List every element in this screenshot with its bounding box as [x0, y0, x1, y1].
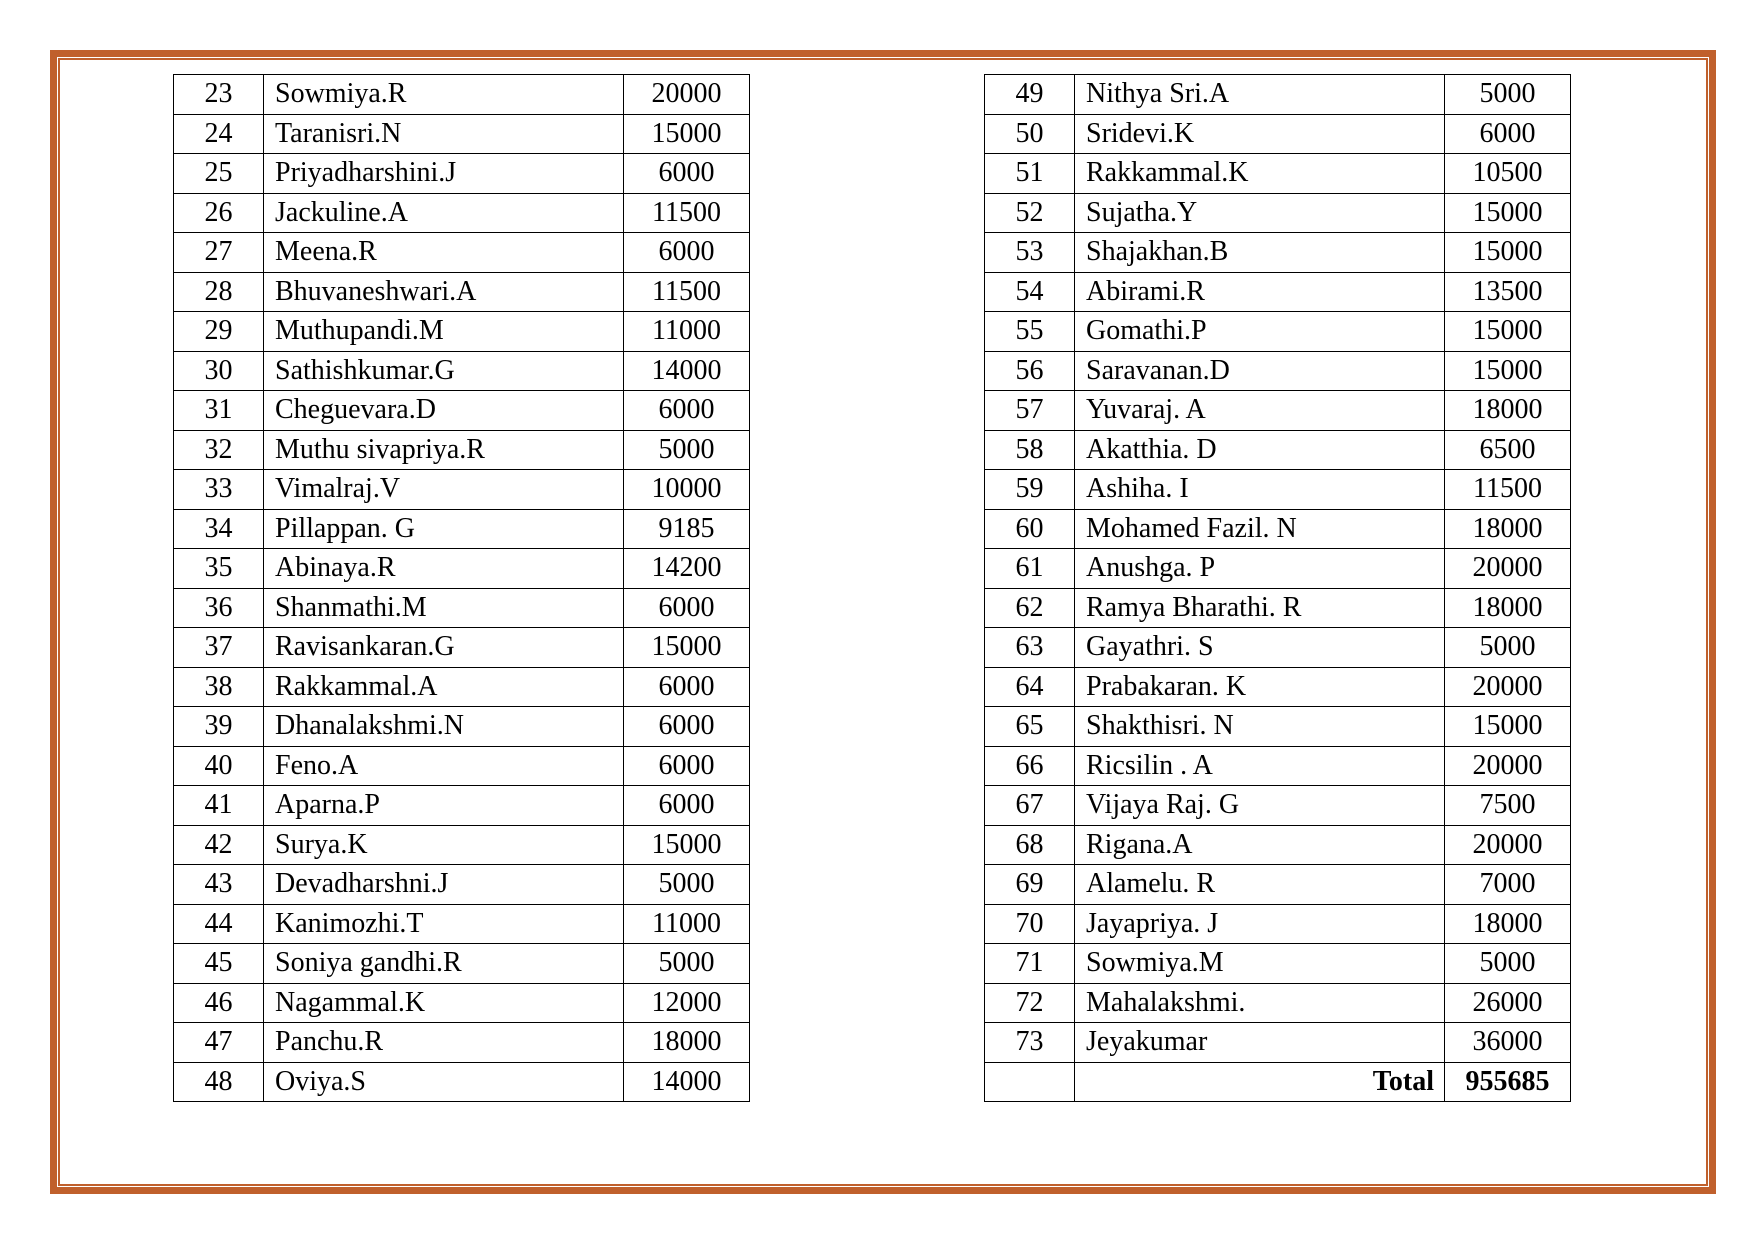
serial-number-cell: 60 [985, 509, 1075, 549]
table-row [174, 193, 750, 233]
amount-cell: 15000 [1445, 193, 1571, 233]
serial-number-cell: 70 [985, 904, 1075, 944]
name-cell: Aparna.P [264, 786, 624, 826]
amount-cell: 15000 [624, 114, 750, 154]
amount-cell: 6000 [624, 588, 750, 628]
serial-number-cell: 56 [985, 351, 1075, 391]
serial-number-cell: 44 [174, 904, 264, 944]
table-row [985, 667, 1571, 707]
serial-number-cell: 63 [985, 628, 1075, 668]
name-cell: Cheguevara.D [264, 391, 624, 431]
name-cell: Rakkammal.A [264, 667, 624, 707]
amount-cell: 18000 [1445, 509, 1571, 549]
table-row [174, 1062, 750, 1102]
name-cell: Shakthisri. N [1075, 707, 1445, 747]
right-ledger-table [984, 74, 1571, 1102]
table-row [985, 628, 1571, 668]
serial-number-cell: 62 [985, 588, 1075, 628]
serial-number-cell: 25 [174, 154, 264, 194]
name-cell: Gayathri. S [1075, 628, 1445, 668]
amount-cell: 6000 [624, 786, 750, 826]
name-cell: Ricsilin . A [1075, 746, 1445, 786]
right-ledger-body [985, 75, 1571, 1102]
table-row [174, 588, 750, 628]
amount-cell: 5000 [624, 865, 750, 905]
amount-cell: 6000 [624, 154, 750, 194]
serial-number-cell: 29 [174, 312, 264, 352]
table-row [174, 786, 750, 826]
serial-number-cell: 66 [985, 746, 1075, 786]
amount-cell: 9185 [624, 509, 750, 549]
table-row [985, 351, 1571, 391]
serial-number-cell: 57 [985, 391, 1075, 431]
serial-number-cell: 55 [985, 312, 1075, 352]
table-row [174, 233, 750, 273]
name-cell: Nithya Sri.A [1075, 75, 1445, 115]
name-cell: Jayapriya. J [1075, 904, 1445, 944]
amount-cell: 18000 [1445, 391, 1571, 431]
serial-number-cell: 54 [985, 272, 1075, 312]
amount-cell: 18000 [1445, 588, 1571, 628]
name-cell: Kanimozhi.T [264, 904, 624, 944]
table-row [985, 904, 1571, 944]
table-row [174, 628, 750, 668]
amount-cell: 11500 [624, 193, 750, 233]
serial-number-cell: 45 [174, 944, 264, 984]
table-row [174, 983, 750, 1023]
name-cell: Sowmiya.M [1075, 944, 1445, 984]
name-cell: Nagammal.K [264, 983, 624, 1023]
serial-number-cell: 36 [174, 588, 264, 628]
name-cell: Ramya Bharathi. R [1075, 588, 1445, 628]
table-row [174, 430, 750, 470]
name-cell: Shajakhan.B [1075, 233, 1445, 273]
name-cell: Taranisri.N [264, 114, 624, 154]
name-cell: Alamelu. R [1075, 865, 1445, 905]
table-row [174, 351, 750, 391]
serial-number-cell: 37 [174, 628, 264, 668]
table-row [174, 667, 750, 707]
amount-cell: 10000 [624, 470, 750, 510]
serial-number-cell: 32 [174, 430, 264, 470]
serial-number-cell: 47 [174, 1023, 264, 1063]
amount-cell: 11000 [624, 312, 750, 352]
amount-cell: 6000 [624, 233, 750, 273]
table-row [985, 746, 1571, 786]
amount-cell: 11000 [624, 904, 750, 944]
name-cell: Meena.R [264, 233, 624, 273]
name-cell: Ashiha. I [1075, 470, 1445, 510]
name-cell: Sathishkumar.G [264, 351, 624, 391]
serial-number-cell: 59 [985, 470, 1075, 510]
serial-number-cell: 58 [985, 430, 1075, 470]
name-cell: Panchu.R [264, 1023, 624, 1063]
name-cell: Jeyakumar [1075, 1023, 1445, 1063]
amount-cell: 36000 [1445, 1023, 1571, 1063]
name-cell: Vijaya Raj. G [1075, 786, 1445, 826]
amount-cell: 7000 [1445, 865, 1571, 905]
serial-number-cell: 61 [985, 549, 1075, 589]
name-cell: Gomathi.P [1075, 312, 1445, 352]
table-row [174, 904, 750, 944]
amount-cell: 12000 [624, 983, 750, 1023]
amount-cell: 11500 [624, 272, 750, 312]
name-cell: Muthu sivapriya.R [264, 430, 624, 470]
serial-number-cell: 38 [174, 667, 264, 707]
amount-cell: 20000 [1445, 549, 1571, 589]
table-row [985, 825, 1571, 865]
serial-number-cell: 65 [985, 707, 1075, 747]
amount-cell: 20000 [1445, 746, 1571, 786]
table-row [174, 470, 750, 510]
amount-cell: 6000 [624, 391, 750, 431]
serial-number-cell: 41 [174, 786, 264, 826]
name-cell: Vimalraj.V [264, 470, 624, 510]
table-row [985, 944, 1571, 984]
table-row [174, 549, 750, 589]
table-row [174, 509, 750, 549]
serial-number-cell: 39 [174, 707, 264, 747]
serial-number-cell: 30 [174, 351, 264, 391]
table-row [174, 272, 750, 312]
serial-number-cell: 51 [985, 154, 1075, 194]
table-row [174, 154, 750, 194]
table-row [174, 944, 750, 984]
name-cell: Devadharshni.J [264, 865, 624, 905]
name-cell: Muthupandi.M [264, 312, 624, 352]
amount-cell: 15000 [1445, 351, 1571, 391]
name-cell: Oviya.S [264, 1062, 624, 1102]
table-row [174, 391, 750, 431]
table-row [174, 865, 750, 905]
total-label: Total [1075, 1062, 1445, 1102]
amount-cell: 15000 [1445, 312, 1571, 352]
table-row [174, 312, 750, 352]
serial-number-cell: 72 [985, 983, 1075, 1023]
table-row [174, 1023, 750, 1063]
table-row [174, 707, 750, 747]
serial-number-cell: 34 [174, 509, 264, 549]
amount-cell: 5000 [1445, 944, 1571, 984]
table-row [985, 983, 1571, 1023]
name-cell: Mohamed Fazil. N [1075, 509, 1445, 549]
amount-cell: 5000 [624, 944, 750, 984]
serial-number-cell: 28 [174, 272, 264, 312]
name-cell: Sowmiya.R [264, 75, 624, 115]
serial-number-cell: 35 [174, 549, 264, 589]
name-cell: Rakkammal.K [1075, 154, 1445, 194]
table-row [985, 588, 1571, 628]
amount-cell: 18000 [1445, 904, 1571, 944]
name-cell: Abirami.R [1075, 272, 1445, 312]
table-row [985, 193, 1571, 233]
serial-number-cell: 33 [174, 470, 264, 510]
table-row [985, 312, 1571, 352]
serial-number-cell: 64 [985, 667, 1075, 707]
table-row [985, 233, 1571, 273]
name-cell: Ravisankaran.G [264, 628, 624, 668]
amount-cell: 14200 [624, 549, 750, 589]
serial-number-cell: 73 [985, 1023, 1075, 1063]
serial-number-cell: 71 [985, 944, 1075, 984]
amount-cell: 15000 [624, 825, 750, 865]
name-cell: Feno.A [264, 746, 624, 786]
total-value: 955685 [1445, 1062, 1571, 1102]
table-row [985, 1023, 1571, 1063]
table-row [985, 75, 1571, 115]
serial-number-cell: 31 [174, 391, 264, 431]
amount-cell: 6000 [624, 707, 750, 747]
name-cell: Bhuvaneshwari.A [264, 272, 624, 312]
table-row [174, 825, 750, 865]
amount-cell: 20000 [624, 75, 750, 115]
amount-cell: 20000 [1445, 667, 1571, 707]
table-row [985, 114, 1571, 154]
name-cell: Prabakaran. K [1075, 667, 1445, 707]
total-empty-cell [985, 1062, 1075, 1102]
name-cell: Sridevi.K [1075, 114, 1445, 154]
amount-cell: 15000 [1445, 707, 1571, 747]
table-row [985, 786, 1571, 826]
left-ledger-body [174, 75, 750, 1102]
amount-cell: 14000 [624, 351, 750, 391]
amount-cell: 10500 [1445, 154, 1571, 194]
table-row [174, 746, 750, 786]
amount-cell: 13500 [1445, 272, 1571, 312]
name-cell: Pillappan. G [264, 509, 624, 549]
table-row [985, 391, 1571, 431]
amount-cell: 26000 [1445, 983, 1571, 1023]
amount-cell: 15000 [1445, 233, 1571, 273]
table-row [985, 549, 1571, 589]
amount-cell: 15000 [624, 628, 750, 668]
name-cell: Rigana.A [1075, 825, 1445, 865]
serial-number-cell: 46 [174, 983, 264, 1023]
serial-number-cell: 53 [985, 233, 1075, 273]
amount-cell: 6000 [624, 667, 750, 707]
table-row [985, 272, 1571, 312]
name-cell: Abinaya.R [264, 549, 624, 589]
serial-number-cell: 67 [985, 786, 1075, 826]
serial-number-cell: 40 [174, 746, 264, 786]
name-cell: Akatthia. D [1075, 430, 1445, 470]
amount-cell: 20000 [1445, 825, 1571, 865]
table-row [985, 865, 1571, 905]
name-cell: Sujatha.Y [1075, 193, 1445, 233]
serial-number-cell: 49 [985, 75, 1075, 115]
serial-number-cell: 42 [174, 825, 264, 865]
name-cell: Mahalakshmi. [1075, 983, 1445, 1023]
serial-number-cell: 48 [174, 1062, 264, 1102]
name-cell: Yuvaraj. A [1075, 391, 1445, 431]
serial-number-cell: 26 [174, 193, 264, 233]
table-row [985, 707, 1571, 747]
serial-number-cell: 50 [985, 114, 1075, 154]
amount-cell: 5000 [1445, 628, 1571, 668]
table-row [985, 470, 1571, 510]
amount-cell: 6000 [624, 746, 750, 786]
name-cell: Dhanalakshmi.N [264, 707, 624, 747]
serial-number-cell: 52 [985, 193, 1075, 233]
table-row [985, 154, 1571, 194]
name-cell: Shanmathi.M [264, 588, 624, 628]
name-cell: Priyadharshini.J [264, 154, 624, 194]
serial-number-cell: 27 [174, 233, 264, 273]
table-row [985, 430, 1571, 470]
name-cell: Soniya gandhi.R [264, 944, 624, 984]
serial-number-cell: 43 [174, 865, 264, 905]
table-row [174, 114, 750, 154]
amount-cell: 11500 [1445, 470, 1571, 510]
amount-cell: 14000 [624, 1062, 750, 1102]
serial-number-cell: 69 [985, 865, 1075, 905]
serial-number-cell: 24 [174, 114, 264, 154]
serial-number-cell: 23 [174, 75, 264, 115]
name-cell: Anushga. P [1075, 549, 1445, 589]
amount-cell: 6500 [1445, 430, 1571, 470]
amount-cell: 5000 [624, 430, 750, 470]
amount-cell: 18000 [624, 1023, 750, 1063]
name-cell: Surya.K [264, 825, 624, 865]
table-row [985, 509, 1571, 549]
table-row [174, 75, 750, 115]
amount-cell: 6000 [1445, 114, 1571, 154]
serial-number-cell: 68 [985, 825, 1075, 865]
total-row [985, 1062, 1571, 1102]
name-cell: Saravanan.D [1075, 351, 1445, 391]
left-ledger-table [173, 74, 750, 1102]
amount-cell: 5000 [1445, 75, 1571, 115]
amount-cell: 7500 [1445, 786, 1571, 826]
name-cell: Jackuline.A [264, 193, 624, 233]
